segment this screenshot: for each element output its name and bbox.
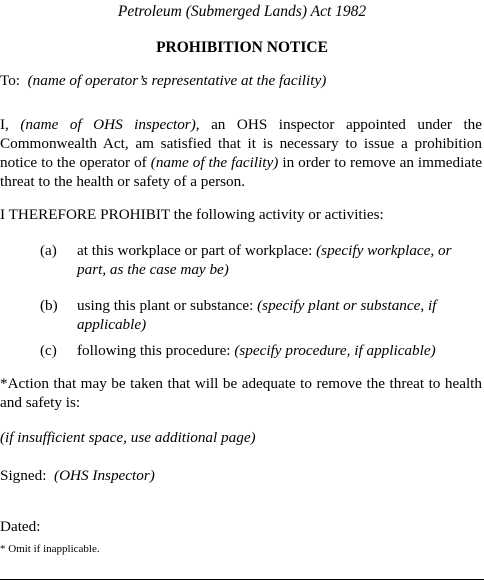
inspector-name-placeholder: (name of OHS inspector): [20, 116, 196, 133]
plant-substance-placeholder: (specify plant or substance, if applicable): [77, 297, 437, 333]
to-label: To:: [0, 72, 21, 89]
to-line: [0, 71, 482, 90]
operator-representative-placeholder: (name of operator’s representative at the facility): [27, 72, 327, 89]
item-letter: (c): [40, 342, 57, 359]
prohibit-statement: I THEREFORE PROHIBIT the following activity or activities:: [0, 206, 384, 223]
signed-line: [0, 466, 482, 485]
procedure-placeholder: (specify procedure, if applicable): [234, 342, 436, 359]
insufficient-space-note: (if insufficient space, use additional page): [0, 429, 256, 446]
action-paragraph: *Action that may be taken that will be adequate to remove the threat to health and safety is:: [0, 375, 482, 411]
item-text: following this procedure: (specify procedure, if applicable): [77, 342, 436, 359]
item-text: at this workplace or part of workplace: (specify workplace, or part, as the case may be): [77, 242, 452, 278]
footnote: * Omit if inapplicable.: [0, 543, 100, 555]
facility-name-placeholder: (name of the facility): [150, 154, 279, 171]
act-title: Petroleum (Submerged Lands) Act 1982: [117, 3, 367, 20]
ohs-inspector-placeholder: (OHS Inspector): [54, 467, 155, 484]
intro-text-start: I,: [0, 116, 9, 133]
prohibition-item-a: [40, 241, 482, 279]
item-letter: (b): [40, 297, 58, 314]
item-letter: (a): [40, 242, 57, 259]
prohibition-item-c: [40, 341, 482, 360]
intro-text-middle: , an OHS inspector appointed under the Commonwealth Act, am satisfied that it is necessary to issue a prohibition notice to the operator of: [0, 116, 482, 171]
item-text: using this plant or substance: (specify plant or substance, if applicable): [77, 297, 437, 333]
dated-line: Dated:: [0, 518, 41, 535]
workplace-placeholder: (specify workplace, or part, as the case may be): [77, 242, 452, 278]
intro-text-end: in order to remove an immediate threat to the health or safety of a person.: [0, 154, 483, 190]
bottom-rule: [0, 579, 484, 580]
signed-label: Signed:: [0, 467, 47, 484]
notice-title: PROHIBITION NOTICE: [156, 39, 328, 56]
prohibition-item-b: [40, 296, 482, 334]
intro-paragraph: [0, 115, 482, 191]
